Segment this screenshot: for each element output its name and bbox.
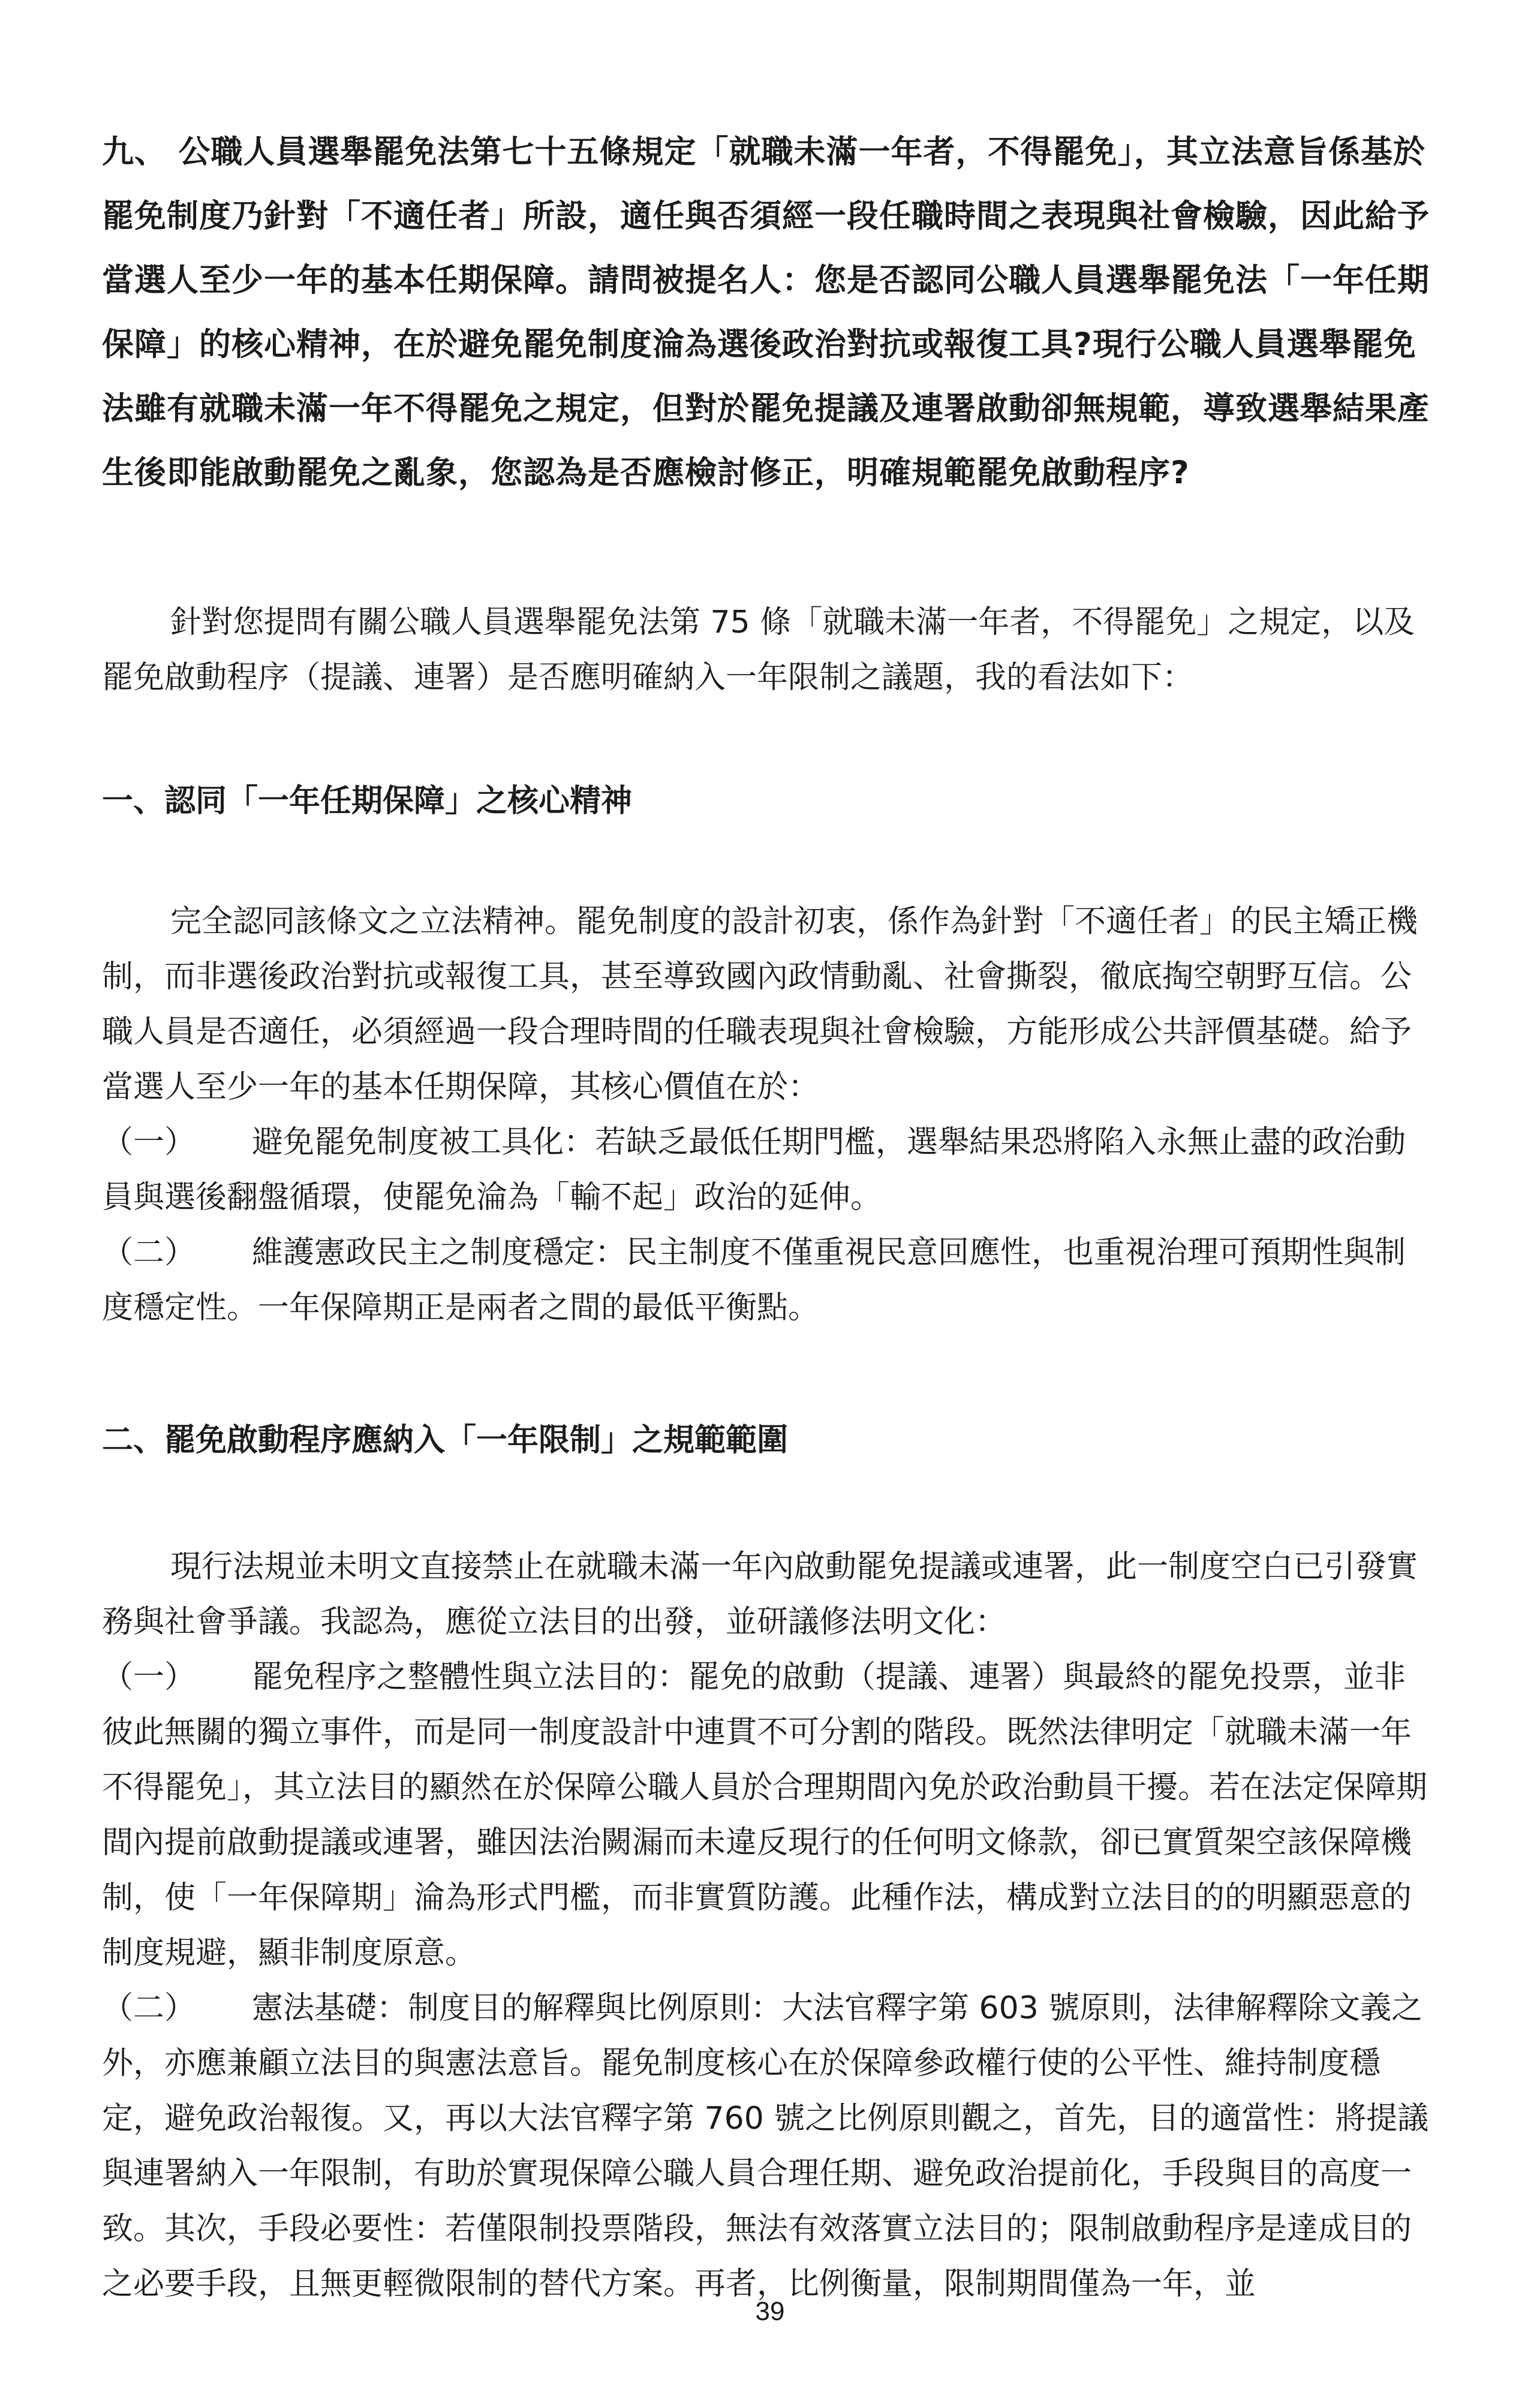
intro-paragraph: 針對您提問有關公職人員選舉罷免法第 75 條「就職未滿一年者，不得罷免」之規定，以及罷免啟動程序（提議、連署）是否應明確納入一年限制之議題，我的看法如下： [102,604,1415,696]
item-text: 憲法基礎：制度目的解釋與比例原則：大法官釋字第 603 號原則，法律解釋除文義之外，亦應兼顧立法目的與憲法意旨。罷免制度核心在於保障參政權行使的公平性、維持制度穩定，避免政治報復。又，再以大法官釋字第 760 號之比例原則觀之，首先，目的適當性：將提議與連署納入一年限制，有助於實現保障公職人員合理任期、避免政治提前化，手段與目的高度一致。其次，手段必要性：若僅限制投票階段，無法有效落實立法目的；限制啟動程序是達成目的之必要手段，且無更輕微限制的替代方案。再者，比例衡量，限制期間僅為一年，並 [102,1990,1429,2302]
item-text: 維護憲政民主之制度穩定：民主制度不僅重視民意回應性，也重視治理可預期性與制度穩定性。一年保障期正是兩者之間的最低平衡點。 [102,1235,1406,1326]
item-marker: （一） [102,1659,196,1695]
section-2-item-2 [102,1981,1430,2312]
section-2-item-1 [102,1650,1430,1981]
item-text: 罷免程序之整體性與立法目的：罷免的啟動（提議、連署）與最終的罷免投票，並非彼此無關的獨立事件，而是同一制度設計中連貫不可分割的階段。既然法律明定「就職未滿一年不得罷免」，其立法目的顯然在於保障公職人員於合理期間內免於政治動員干擾。若在法定保障期間內提前啟動提議或連署，雖因法治闕漏而未違反現行的任何明文條款，卻已實質架空該保障機制，使「一年保障期」淪為形式門檻，而非實質防護。此種作法，構成對立法目的的明顯惡意的制度規避，顯非制度原意。 [102,1659,1428,1971]
page-number: 39 [755,2297,785,2326]
item-marker: （二） [102,1990,196,2026]
section-1-item-1 [102,1115,1430,1225]
section-2-paragraph: 現行法規並未明文直接禁止在就職未滿一年內啟動罷免提議或連署，此一制度空白已引發實務與社會爭議。我認為，應從立法目的出發，並研議修法明文化： [102,1549,1418,1640]
item-marker: （一） [102,1124,196,1160]
section-heading-2: 二、罷免啟動程序應納入「一年限制」之規範範圍 [102,1422,789,1458]
page-content [102,120,1430,2312]
section-1-paragraph: 完全認同該條文之立法精神。罷免制度的設計初衷，係作為針對「不適任者」的民主矯正機制，而非選後政治對抗或報復工具，甚至導致國內政情動亂、社會撕裂，徹底掏空朝野互信。公職人員是否適任，必須經過一段合理時間的任職表現與社會檢驗，方能形成公共評價基礎。給予當選人至少一年的基本任期保障，其核心價值在於： [102,904,1418,1105]
question-text: 九、 公職人員選舉罷免法第七十五條規定「就職未滿一年者，不得罷免」，其立法意旨係基於罷免制度乃針對「不適任者」所設，適任與否須經一段任職時間之表現與社會檢驗，因此給予當選人至少一年的基本任期保障。請問被提名人：您是否認同公職人員選舉罷免法「一年任期保障」的核心精神，在於避免罷免制度淪為選後政治對抗或報復工具?現行公職人員選舉罷免法雖有就職未滿一年不得罷免之規定，但對於罷免提議及連署啟動卻無規範，導致選舉結果產生後即能啟動罷免之亂象，您認為是否應檢討修正，明確規範罷免啟動程序? [102,134,1430,491]
section-1-item-2 [102,1225,1430,1335]
section-heading-1: 一、認同「一年任期保障」之核心精神 [102,783,633,819]
item-marker: （二） [102,1235,196,1271]
item-text: 避免罷免制度被工具化：若缺乏最低任期門檻，選舉結果恐將陷入永無止盡的政治動員與選後翻盤循環，使罷免淪為「輸不起」政治的延伸。 [102,1124,1406,1215]
